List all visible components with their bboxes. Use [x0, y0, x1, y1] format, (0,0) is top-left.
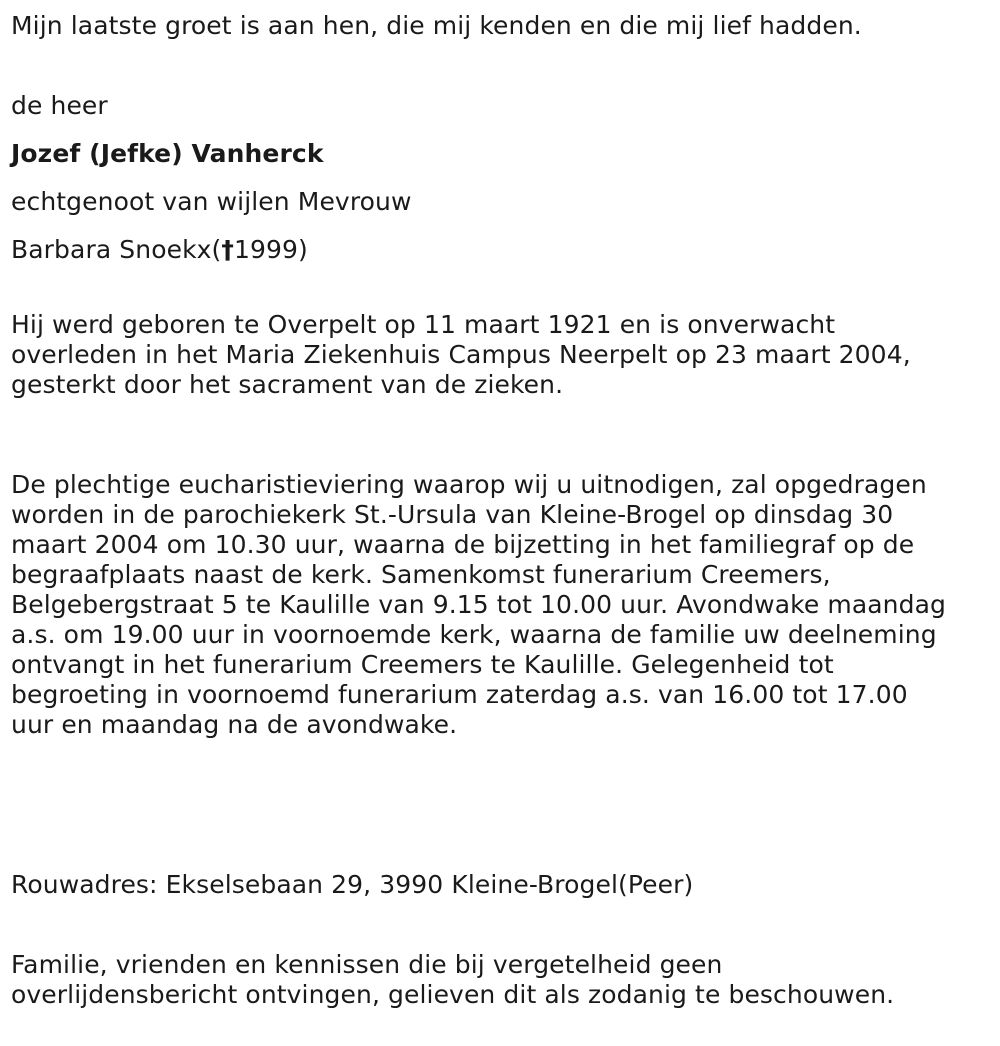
paragraph-line: Familie, vrienden en kennissen die bij vergetelheid geen: [11, 950, 723, 979]
paragraph-line: maart 2004 om 10.30 uur, waarna de bijzetting in het familiegraf op de: [11, 530, 915, 559]
opening-line: Mijn laatste groet is aan hen, die mij kenden en die mij lief hadden.: [11, 11, 862, 40]
spouse-name: Barbara Snoekx(: [11, 235, 222, 264]
paragraph-line: overlijdensbericht ontvingen, gelieven dit als zodanig te beschouwen.: [11, 980, 895, 1009]
paragraph-line: De plechtige eucharistieviering waarop wij u uitnodigen, zal opgedragen: [11, 470, 927, 499]
paragraph-line: ontvangt in het funerarium Creemers te Kaulille. Gelegenheid tot: [11, 650, 834, 679]
deceased-name: Jozef (Jefke) Vanherck: [11, 139, 324, 168]
spouse-death-year: 1999): [234, 235, 308, 264]
paragraph-line: begroeting in voornoemd funerarium zaterdag a.s. van 16.00 tot 17.00: [11, 680, 908, 709]
mourning-address: Rouwadres: Ekselsebaan 29, 3990 Kleine-Brogel(Peer): [11, 870, 694, 899]
paragraph-line: gesterkt door het sacrament van de zieken.: [11, 370, 564, 399]
spouse-line: echtgenoot van wijlen Mevrouw: [11, 187, 412, 216]
closing-paragraph: [11, 950, 894, 1010]
spouse-name-line: [11, 235, 308, 265]
cross-icon: †: [221, 235, 235, 264]
ceremony-paragraph: [11, 470, 946, 740]
paragraph-line: a.s. om 19.00 uur in voornoemde kerk, waarna de familie uw deelneming: [11, 620, 937, 649]
address-paragraph: [11, 870, 693, 900]
paragraph-line: uur en maandag na de avondwake.: [11, 710, 458, 739]
salutation: de heer: [11, 91, 108, 120]
paragraph-line: Belgebergstraat 5 te Kaulille van 9.15 tot 10.00 uur. Avondwake maandag: [11, 590, 946, 619]
paragraph-line: overleden in het Maria Ziekenhuis Campus Neerpelt op 23 maart 2004,: [11, 340, 911, 369]
birth-death-paragraph: [11, 310, 911, 400]
paragraph-line: Hij werd geboren te Overpelt op 11 maart 1921 en is onverwacht: [11, 310, 836, 339]
paragraph-line: worden in de parochiekerk St.-Ursula van Kleine-Brogel op dinsdag 30: [11, 500, 894, 529]
paragraph-line: begraafplaats naast de kerk. Samenkomst funerarium Creemers,: [11, 560, 831, 589]
